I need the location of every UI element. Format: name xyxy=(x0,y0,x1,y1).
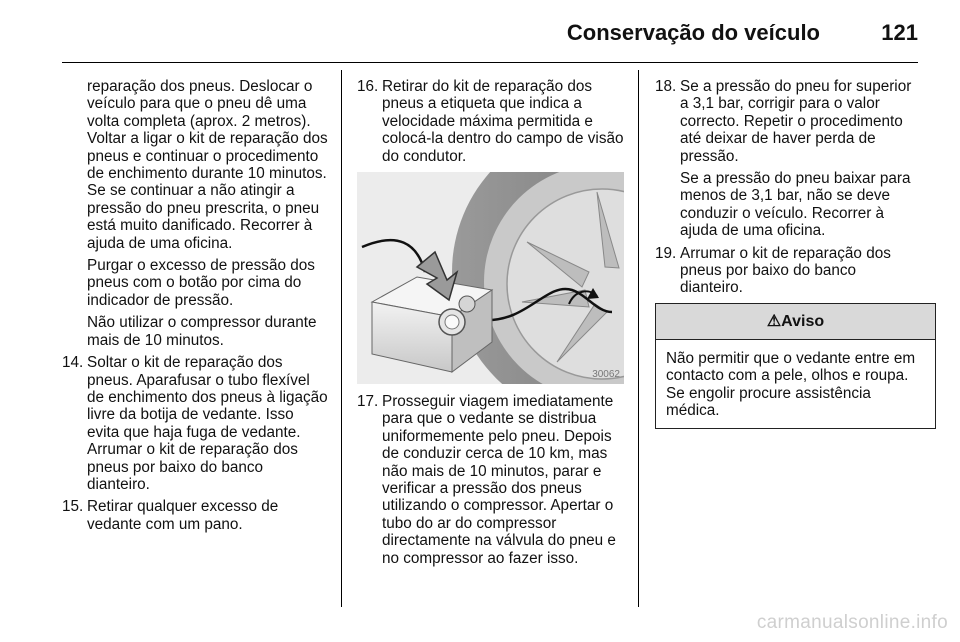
step-16 xyxy=(357,78,627,165)
step-text: Arrumar o kit de reparação dos pneus por baixo do banco dianteiro. xyxy=(680,244,891,297)
compressor-tyre-drawing xyxy=(357,172,624,384)
step-18-note: Se a pressão do pneu baixar para menos de 3,1 bar, não se deve conduzir o veículo. Recorrer à ajuda de uma oficina. xyxy=(680,170,911,240)
watermark: carmanualsonline.info xyxy=(756,612,948,633)
column-2 xyxy=(357,78,627,572)
step-text: Se a pressão do pneu for superior a 3,1 bar, corrigir para o valor correcto. Repetir o procedimento até deixar de haver perda de pressão. xyxy=(680,78,912,165)
column-3 xyxy=(655,78,923,429)
figure-id: 30062 xyxy=(592,368,620,380)
step-text: Retirar qualquer excesso de vedante com um pano. xyxy=(87,498,279,533)
step-text: Retirar do kit de reparação dos pneus a etiqueta que indica a velocidade máxima permitida e colocá-la dentro do campo de visão do condutor. xyxy=(382,78,624,165)
header-divider xyxy=(62,62,918,63)
warning-triangle-icon: ⚠ xyxy=(766,312,782,330)
step-15 xyxy=(62,498,330,533)
column-divider-2 xyxy=(638,70,639,607)
paragraph: Purgar o excesso de pressão dos pneus com o botão por cima do indicador de pressão. xyxy=(87,257,315,309)
step-number: 19. xyxy=(655,244,677,262)
page-title: Conservação do veículo xyxy=(566,20,820,45)
compressor-illustration xyxy=(357,172,624,384)
column-1 xyxy=(62,78,330,538)
step-18 xyxy=(655,78,923,165)
step-17 xyxy=(357,393,627,567)
paragraph: reparação dos pneus. Deslocar o veículo para que o pneu dê uma volta completa (aprox. 2 metros). Voltar a ligar o kit de reparação dos pneus e continuar o procedimento de enchimento durante 10 minutos. Se se continuar a não atingir a pressão do pneu prescrita, o pneu está muito danificado. Recorrer à ajuda de uma oficina. xyxy=(87,78,328,252)
warning-title: Aviso xyxy=(781,312,825,330)
step-text: Soltar o kit de reparação dos pneus. Aparafusar o tubo flexível de enchimento dos pneus à ligação livre da botija de vedante. Isso evita que haja fuga de vedante. Arrumar o kit de reparação dos pneus por baixo do banco dianteiro. xyxy=(87,354,328,493)
step-number: 17. xyxy=(357,393,379,411)
step-14 xyxy=(62,354,330,493)
step-19 xyxy=(655,245,923,297)
paragraph: Não utilizar o compressor durante mais de 10 minutos. xyxy=(87,314,317,349)
warning-text: Não permitir que o vedante entre em contacto com a pele, olhos e roupa. Se engolir procure assistência médica. xyxy=(666,349,916,420)
step-text: Prosseguir viagem imediatamente para que o vedante se distribua uniformemente pelo pneu. Depois de conduzir cerca de 10 km, mas não mais de 10 minutos, parar e verificar a pressão dos pneus utilizando o compressor. Apertar o tubo do ar do compressor directamente na válvula do pneu e no compressor ao fazer isso. xyxy=(382,393,616,567)
step-number: 16. xyxy=(357,78,379,95)
step-number: 15. xyxy=(62,498,84,516)
column-divider-1 xyxy=(341,70,342,607)
warning-header xyxy=(656,304,935,340)
step-number: 18. xyxy=(655,78,677,95)
warning-box xyxy=(655,303,936,429)
page-number: 121 xyxy=(881,20,918,45)
step-number: 14. xyxy=(62,354,84,372)
